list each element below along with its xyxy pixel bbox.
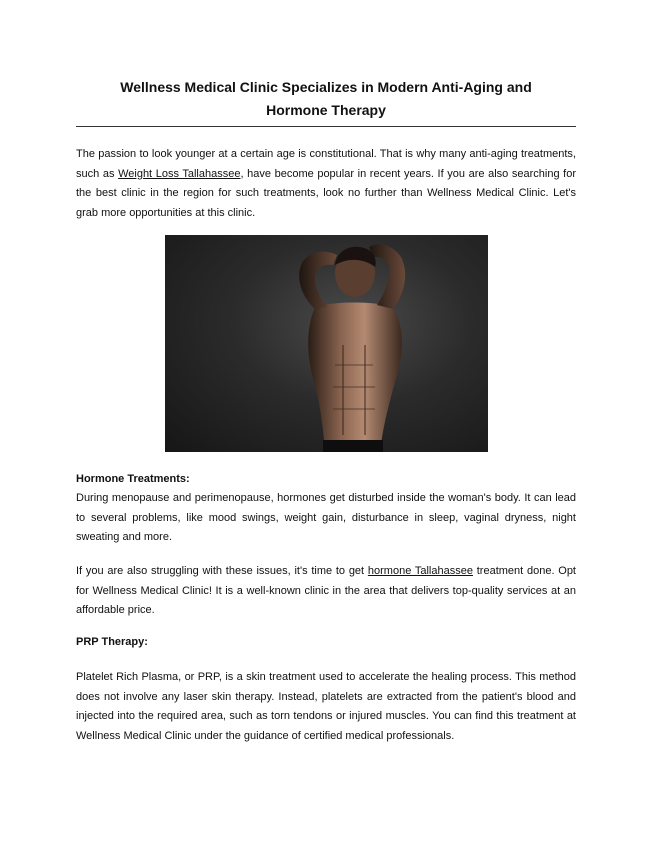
intro-paragraph (76, 145, 576, 223)
intro-text-end: , have become popular in recent years. If you are also searching for the best clinic in the region for such treatments, look no further than Wellness Medical Clinic. Let's grab more opportunities at this clinic. (76, 167, 577, 219)
hormone-text-end: treatment done. Opt for Wellness Medical Clinic! It is a well-known clinic in the area that delivers top-quality services at an affordable price. (76, 565, 576, 616)
title-line-2: Hormone Therapy (266, 102, 386, 118)
hormone-tallahassee-link[interactable]: hormone Tallahassee (367, 565, 473, 577)
hormone-paragraph-2 (76, 562, 576, 621)
man-silhouette-image (165, 235, 488, 452)
hormone-text-start: If you are also struggling with these issues, it's time to get (76, 565, 368, 577)
fitness-man-photo (165, 235, 488, 452)
title-line-1: Wellness Medical Clinic Specializes in Modern Anti-Aging and (120, 79, 532, 95)
hormone-paragraph-1: During menopause and perimenopause, hormones get disturbed inside the woman's body. It can lead to several problems, like mood swings, weight gain, disturbance in sleep, vaginal dryness, night sweating and more. (76, 492, 576, 543)
weight-loss-link[interactable]: Weight Loss Tallahassee (118, 167, 241, 180)
prp-paragraph: Platelet Rich Plasma, or PRP, is a skin treatment used to accelerate the healing process. This method does not involve any laser skin therapy. Instead, platelets are extracted from the patient's blood and injected into the required area, such as torn tendons or injured muscles. You can find this treatment at Wellness Medical Clinic under the guidance of certified medical professionals. (76, 671, 576, 742)
title-divider (76, 126, 576, 127)
prp-heading: PRP Therapy: (76, 636, 148, 648)
hormone-heading: Hormone Treatments: (76, 473, 190, 485)
page-title (76, 76, 576, 122)
intro-text-start: The passion to look younger at a certain age is constitutional. That is why many anti-aging treatments, such as (76, 148, 576, 180)
